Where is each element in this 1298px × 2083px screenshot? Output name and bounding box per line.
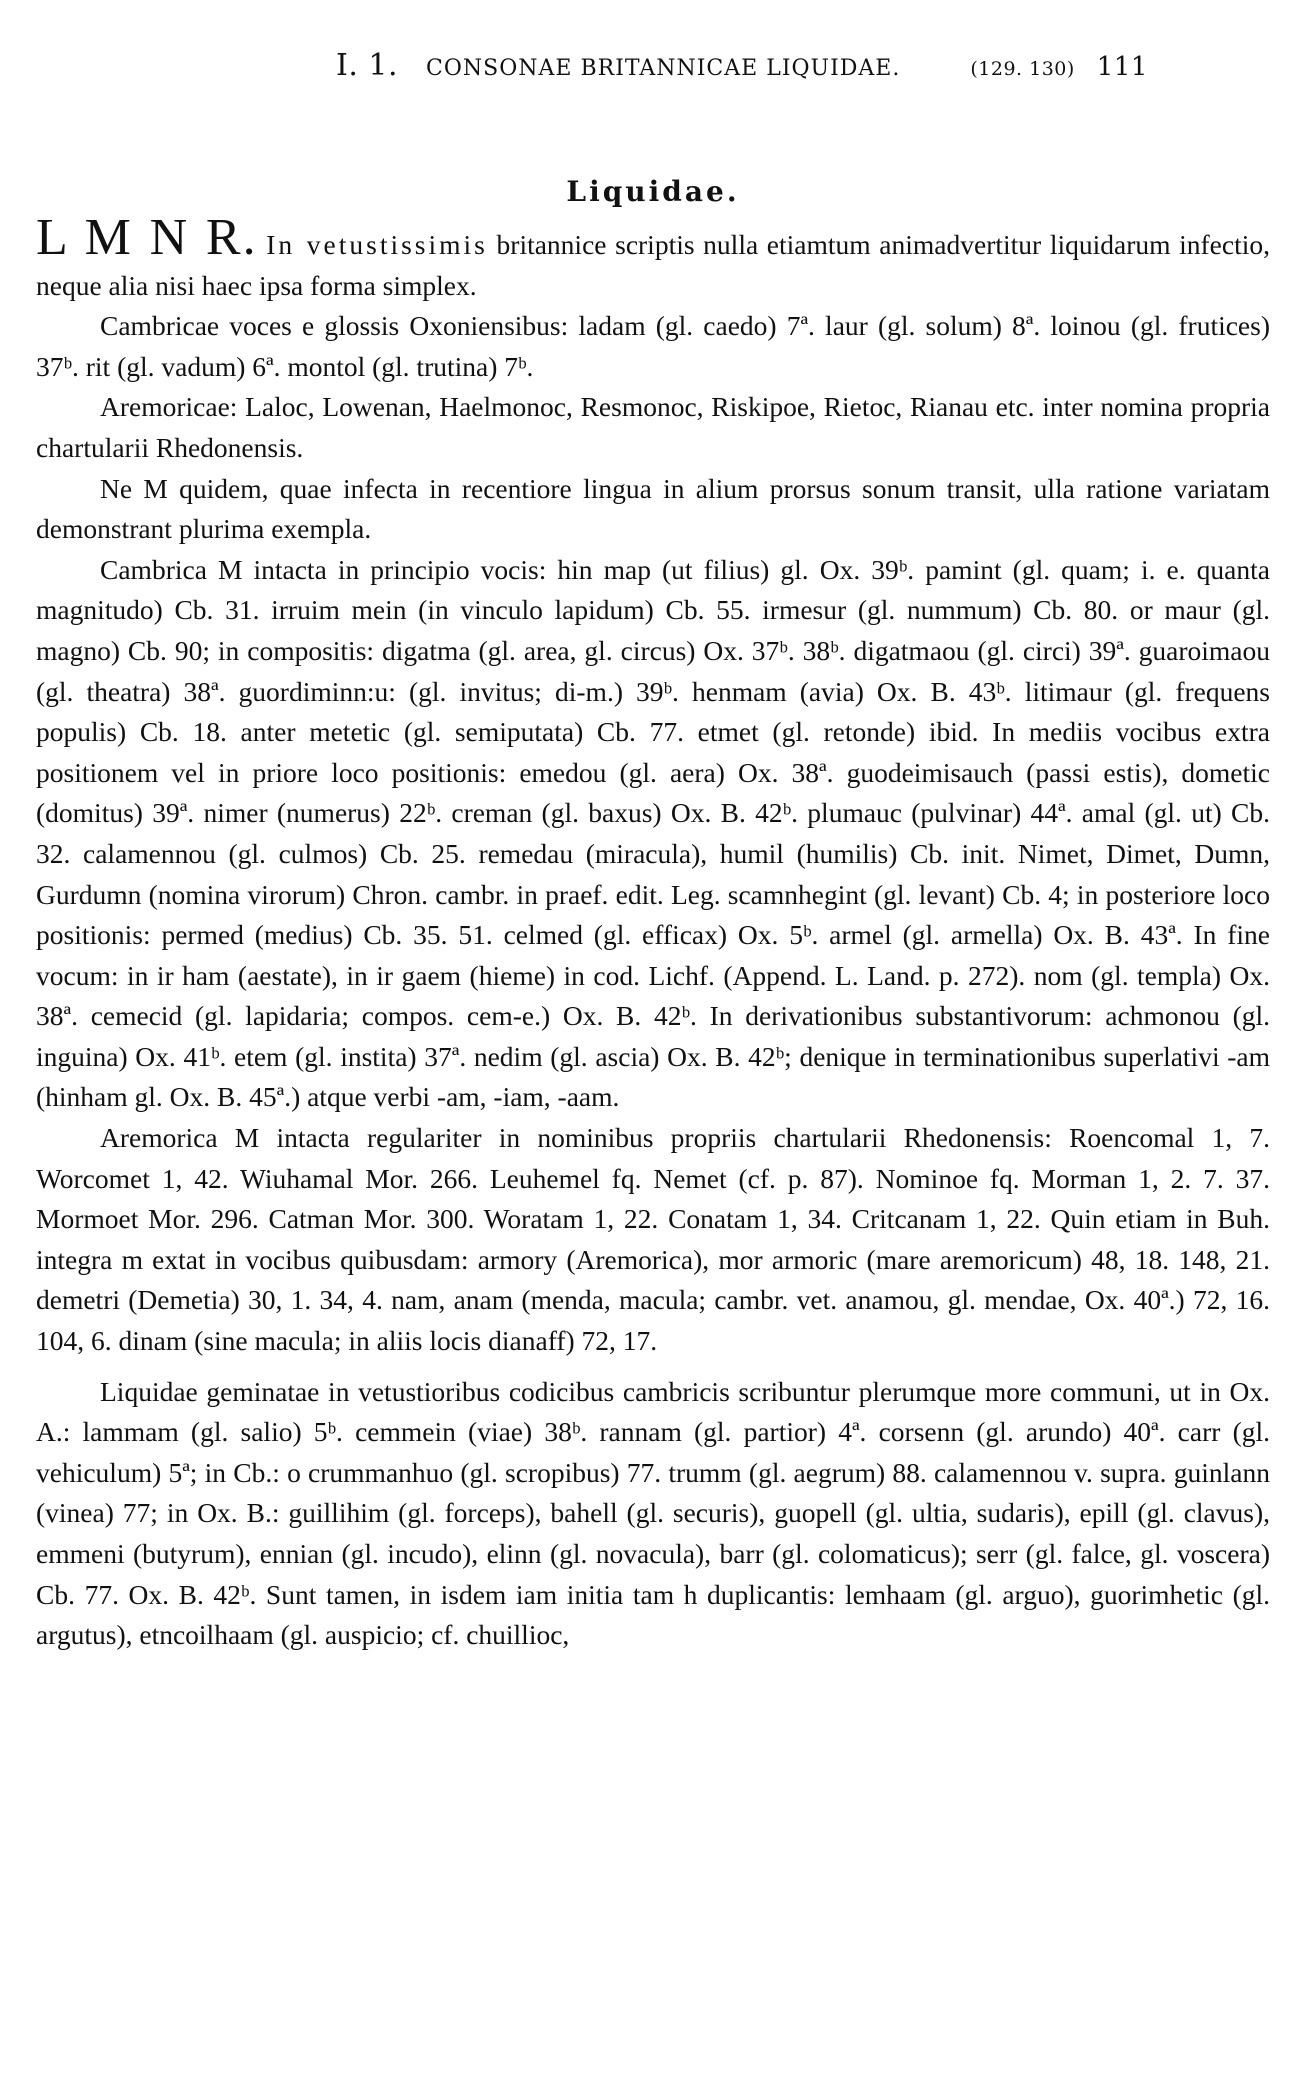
spaced-phrase: In vetustissimis bbox=[266, 229, 488, 260]
chapter-number: I. 1. bbox=[336, 48, 399, 83]
paragraph-aremorica-m: Aremorica M intacta regulariter in nominibus propriis chartularii Rhedonensis: Roencomal 1, 7. Worcomet 1, 42. Wiuhamal Mor. 266. Leuhemel fq. Nemet (cf. p. 87). Nominoe fq. Morman 1, 2. 7. 37. Mormoet Mor. 296. Catman Mor. 300. Woratam 1, 22. Conatam 1, 34. Critcanam 1, 22. Quin etiam in Buh. integra m extat in vocibus quibusdam: armory (Aremorica), mor armoric (mare aremoricum) 48, 18. 148, 21. demetri (Demetia) 30, 1. 34, 4. nam, anam (menda, macula; cambr. vet. anamou, gl. mendae, Ox. 40ª.) 72, 16. 104, 6. dinam (sine macula; in aliis locis dianaff) 72, 17. bbox=[36, 1122, 1270, 1357]
paragraph-text: britannice scriptis nulla etiamtum animadvertitur liquidarum infectio, neque alia nisi haec ipsa forma simplex. bbox=[36, 229, 1271, 301]
paragraph-ne-m-quidem: Ne M quidem, quae infecta in recentiore lingua in alium prorsus sonum transit, ulla ratione variatam demonstrant plurima exempla. bbox=[36, 472, 1270, 545]
initial-letters: L M N R. bbox=[36, 209, 258, 266]
page-number: 111 bbox=[1096, 52, 1148, 82]
paragraph-liquidae-geminatae: Liquidae geminatae in vetustioribus codicibus cambricis scribuntur plerumque more communi, ut in Ox. A.: lammam (gl. salio) 5ᵇ. cemmein (viae) 38ᵇ. rannam (gl. partior) 4ª. corsenn (gl. arundo) 40ª. carr (gl. vehiculum) 5ª; in Cb.: o crummanhuo (gl. scropibus) 77. trumm (gl. aegrum) 88. calamennou v. supra. guinlann (vinea) 77; in Ox. B.: guillihim (gl. forceps), bahell (gl. securis), guopell (gl. ultia, sudaris), epill (gl. clavus), emmeni (butyrum), ennian (gl. incudo), elinn (gl. novacula), barr (gl. colomaticus); serr (gl. falce, gl. voscera) Cb. 77. Ox. B. 42ᵇ. Sunt tamen, in isdem iam initia tam h duplicantis: lemhaam (gl. arguo), guorimhetic (gl. argutus), etncoilhaam (gl. auspicio; cf. chuillioc, bbox=[36, 1375, 1270, 1651]
running-title: CONSONAE BRITANNICAE LIQUIDAE. bbox=[426, 56, 901, 81]
paragraph-aremoricae: Aremoricae: Laloc, Lowenan, Haelmonoc, Resmonoc, Riskipoe, Rietoc, Rianau etc. inter nomina propria chartularii Rhedonensis. bbox=[36, 391, 1270, 463]
paragraph-cambrica-m: Cambrica M intacta in principio vocis: hin map (ut filius) gl. Ox. 39ᵇ. pamint (gl. quam; i. e. quanta magnitudo) Cb. 31. irruim mein (in vinculo lapidum) Cb. 55. irmesur (gl. nummum) Cb. 80. or maur (gl. magno) Cb. 90; in compositis: digatma (gl. area, gl. circus) Ox. 37ᵇ. 38ᵇ. digatmaou (gl. circi) 39ª. guaroimaou (gl. theatra) 38ª. guordiminn:u: (gl. invitus; di-m.) 39ᵇ. henmam (avia) Ox. B. 43ᵇ. litimaur (gl. frequens populis) Cb. 18. anter metetic (gl. semiputata) Cb. 77. etmet (gl. retonde) ibid. In mediis vocibus extra positionem vel in priore loco positionis: emedou (gl. aera) Ox. 38ª. guodeimisauch (passi estis), dometic (domitus) 39ª. nimer (numerus) 22ᵇ. creman (gl. baxus) Ox. B. 42ᵇ. plumauc (pulvinar) 44ª. amal (gl. ut) Cb. 32. calamennou (gl. culmos) Cb. 25. remedau (miracula), humil (humilis) Cb. init. Nimet, Dimet, Dumn, Gurdumn (nomina virorum) Chron. cambr. in praef. edit. Leg. scamnhegint (gl. levant) Cb. 4; in posteriore loco positionis: permed (medius) Cb. 35. 51. celmed (gl. efficax) Ox. 5ᵇ. armel (gl. armella) Ox. B. 43ª. In fine vocum: in ir ham (aestate), in ir gaem (hieme) in cod. Lichf. (Append. L. Land. p. 272). nom (gl. templa) Ox. 38ª. cemecid (gl. lapidaria; compos. cem-e.) Ox. B. 42ᵇ. In derivationibus substantivorum: achmonou (gl. inguina) Ox. 41ᵇ. etem (gl. instita) 37ª. nedim (gl. ascia) Ox. B. 42ᵇ; denique in terminationibus superlativi -am (hinham gl. Ox. B. 45ª.) atque verbi -am, -iam, -aam. bbox=[36, 553, 1270, 1113]
running-head bbox=[36, 48, 1270, 83]
paragraph-cambricae-voces: Cambricae voces e glossis Oxoniensibus: ladam (gl. caedo) 7ª. laur (gl. solum) 8ª. loinou (gl. frutices) 37ᵇ. rit (gl. vadum) 6ª. montol (gl. trutina) 7ᵇ. bbox=[36, 310, 1270, 382]
paragraph-intro bbox=[36, 209, 1271, 306]
section-reference: (129. 130) bbox=[970, 58, 1075, 80]
body-text bbox=[36, 209, 1271, 1656]
section-title: Liquidae. bbox=[566, 175, 740, 208]
